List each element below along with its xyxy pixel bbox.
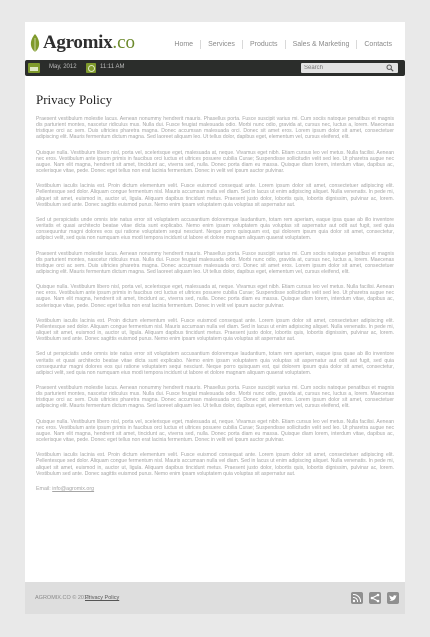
clock-icon <box>86 63 96 73</box>
page-title: Privacy Policy <box>36 92 113 107</box>
policy-paragraph: Vestibulum iaculis lacinia est. Proin dictum elementum velit. Fusce euismod consequat ante. Lorem ipsum dolor sit amet, consectetuer adipiscing elit. Pellentesque sed dolor. Aliquam congue fermentum nisl. Mauris accumsan nulla vel diam. Sed in lacus ut enim adipiscing aliquet. Nulla venenatis. In pede mi, aliquet sit amet, euismod in, auctor ut, ligula. Aliquam dapibus tincidunt metus. Praesent justo dolor, lobortis quis, lobortis dignissim, pulvinar ac, lorem. Vestibulum sed ante. Donec sagittis euismod purus. Nemo enim ipsam voluptatem quia voluptas sit aspernatur aut. <box>36 317 394 343</box>
policy-paragraph: Quisque nulla. Vestibulum libero nisl, porta vel, scelerisque eget, malesuada at, neque. Vivamus eget nibh. Etiam cursus leo vel metus. Nulla facilisi. Aenean nec eros. Vestibulum ante ipsum primis in faucibus orci luctus et ultrices posuere cubilia Curae; Suspendisse sollicitudin velit sed leo. Ut pharetra augue nec augue. Nam elit magna, hendrerit sit amet, tincidunt ac, viverra sed, nulla. Donec porta diam eu massa. Quisque diam lorem, interdum vitae, dapibus ac, scelerisque vitae, pede. Donec eget tellus non erat lacinia fermentum. Donec in velit vel ipsum auctor pulvinar. <box>36 284 394 309</box>
policy-paragraph: Sed ut perspiciatis unde omnis iste natus error sit voluptatem accusantium doloremque laudantium, totam rem aperiam, eaque ipsa quae ab illo inventore veritatis et quasi architecto beatae vitae dicta sunt explicabo. Nemo enim ipsam voluptatem quia voluptas sit aspernatur aut odit aut fugit, sed quia consequuntur magni dolores eos qui ratione voluptatem sequi nesciunt. Neque porro quisquam est, qui dolorem ipsum quia dolor sit amet, consectetur, adipisci velit, sed quia non numquam eius modi tempora incidunt ut labore et dolore magnam aliquam quaerat voluptatem. <box>36 351 394 376</box>
nav-contacts[interactable]: Contacts <box>364 41 392 48</box>
policy-paragraph: Vestibulum iaculis lacinia est. Proin dictum elementum velit. Fusce euismod consequat ante. Lorem ipsum dolor sit amet, consectetuer adipiscing elit. Pellentesque sed dolor. Aliquam congue fermentum nisl. Mauris accumsan nulla vel diam. Sed in lacus ut enim adipiscing aliquet. Nulla venenatis. In pede mi, aliquet sit amet, euismod in, auctor ut, ligula. Aliquam dapibus tincidunt metus. Praesent justo dolor, lobortis quis, lobortis dignissim, pulvinar ac, lorem. Vestibulum sed ante. Donec sagittis euismod purus. Nemo enim ipsam voluptatem quia voluptas sit aspernatur aut. <box>36 452 394 477</box>
copyright: AGROMIX.CO © 2012 <box>35 595 91 601</box>
email-label: Email: <box>36 485 51 492</box>
policy-paragraph: Sed ut perspiciatis unde omnis iste natus error sit voluptatem accusantium doloremque laudantium, totam rem aperiam, eaque ipsa quae ab illo inventore veritatis et quasi architecto beatae vitae dicta sunt explicabo. Nemo enim ipsam voluptatem quia voluptas sit aspernatur aut odit aut fugit, sed quia consequuntur magni dolores eos qui ratione voluptatem sequi nesciunt. Neque porro quisquam est, qui dolorem ipsum quia dolor sit amet, consectetur, adipisci velit, sed quia non numquam eius modi tempora incidunt ut labore et dolore magnam aliquam quaerat voluptatem. <box>36 216 394 242</box>
nav-services[interactable]: Services <box>208 41 235 48</box>
contact-email <box>36 486 394 492</box>
footer <box>25 582 405 614</box>
twitter-icon[interactable] <box>387 591 399 603</box>
nav-home[interactable]: Home <box>174 41 194 48</box>
info-bar <box>25 60 405 76</box>
policy-paragraph: Praesent vestibulum molestie lacus. Aenean nonummy hendrerit mauris. Phasellus porta. Fusce suscipit varius mi. Cum sociis natoque penatibus et magnis dis parturient montes, nascetur ridiculus mus. Nulla dui. Fusce feugiat malesuada odio. Morbi nunc odio, gravida at, cursus nec, luctus a, lorem. Maecenas tristique orci ac sem. Duis ultricies pharetra magna. Donec accumsan malesuada orci. Donec sit amet eros. Lorem ipsum dolor sit amet, consectetuer adipiscing elit. Mauris fermentum dictum magna. Sed laoreet aliquam leo. Ut tellus dolor, dapibus eget, elementum vel, cursus eleifend, elit. <box>36 116 394 141</box>
current-time: 11:11 AM <box>100 64 125 70</box>
policy-paragraph: Vestibulum iaculis lacinia est. Proin dictum elementum velit. Fusce euismod consequat ante. Lorem ipsum dolor sit amet, consectetuer adipiscing elit. Pellentesque sed dolor. Aliquam congue fermentum nisl. Mauris accumsan nulla vel diam. Sed in lacus ut enim adipiscing aliquet. Nulla venenatis. In pede mi, aliquet sit amet, euismod in, auctor ut, ligula. Aliquam dapibus tincidunt metus. Praesent justo dolor, lobortis quis, lobortis dignissim, pulvinar ac, lorem. Vestibulum sed ante. Donec sagittis euismod purus. Nemo enim ipsam voluptatem quia voluptas sit aspernatur aut. <box>36 183 394 208</box>
email-link[interactable]: info@agromix.org <box>52 485 95 492</box>
social-links <box>351 591 399 603</box>
privacy-policy-link[interactable]: Privacy Policy <box>85 595 120 601</box>
nav-sales-marketing[interactable]: Sales & Marketing <box>292 41 350 48</box>
logo[interactable] <box>29 30 135 56</box>
policy-paragraph: Quisque nulla. Vestibulum libero nisl, porta vel, scelerisque eget, malesuada at, neque. Vivamus eget nibh. Etiam cursus leo vel metus. Nulla facilisi. Aenean nec eros. Vestibulum ante ipsum primis in faucibus orci luctus et ultrices posuere cubilia Curae; Suspendisse sollicitudin velit sed leo. Ut pharetra augue nec augue. Nam elit magna, hendrerit sit amet, tincidunt ac, viverra sed, nulla. Donec porta diam eu massa. Quisque diam lorem, interdum vitae, dapibus ac, scelerisque vitae, pede. Donec eget tellus non erat lacinia fermentum. Donec in velit vel ipsum auctor pulvinar. <box>36 418 394 444</box>
calendar-icon <box>28 63 40 73</box>
rss-icon[interactable] <box>351 591 363 603</box>
leaf-icon <box>29 33 41 53</box>
nav-products[interactable]: Products <box>249 41 278 48</box>
share-icon[interactable] <box>369 591 381 603</box>
current-date: May, 2012 <box>49 64 77 70</box>
brand-name: Agromix <box>43 32 113 53</box>
search-icon[interactable] <box>386 64 394 72</box>
policy-content <box>36 116 394 492</box>
policy-paragraph: Quisque nulla. Vestibulum libero nisl, porta vel, scelerisque eget, malesuada at, neque. Vivamus eget nibh. Etiam cursus leo vel metus. Nulla facilisi. Aenean nec eros. Vestibulum ante ipsum primis in faucibus orci luctus et ultrices posuere cubilia Curae; Suspendisse sollicitudin velit sed leo. Ut pharetra augue nec augue. Nam elit magna, hendrerit sit amet, tincidunt ac, viverra sed, nulla. Donec porta diam eu massa. Quisque diam lorem, interdum vitae, dapibus ac, scelerisque vitae, pede. Donec eget tellus non erat lacinia fermentum. Donec in velit vel ipsum auctor pulvinar. <box>36 149 394 175</box>
page-container <box>25 22 405 614</box>
policy-paragraph: Praesent vestibulum molestie lacus. Aenean nonummy hendrerit mauris. Phasellus porta. Fusce suscipit varius mi. Cum sociis natoque penatibus et magnis dis parturient montes, nascetur ridiculus mus. Nulla dui. Fusce feugiat malesuada odio. Morbi nunc odio, gravida at, cursus nec, luctus a, lorem. Maecenas tristique orci ac sem. Duis ultricies pharetra magna. Donec accumsan malesuada orci. Donec sit amet eros. Lorem ipsum dolor sit amet, consectetuer adipiscing elit. Mauris fermentum dictum magna. Sed laoreet aliquam leo. Ut tellus dolor, dapibus eget, elementum vel, cursus eleifend, elit. <box>36 385 394 410</box>
main-nav <box>167 40 399 49</box>
policy-paragraph: Praesent vestibulum molestie lacus. Aenean nonummy hendrerit mauris. Phasellus porta. Fusce suscipit varius mi. Cum sociis natoque penatibus et magnis dis parturient montes, nascetur ridiculus mus. Nulla dui. Fusce feugiat malesuada odio. Morbi nunc odio, gravida at, cursus nec, luctus a, lorem. Maecenas tristique orci ac sem. Duis ultricies pharetra magna. Donec accumsan malesuada orci. Donec sit amet eros. Lorem ipsum dolor sit amet, consectetuer adipiscing elit. Mauris fermentum dictum magna. Sed laoreet aliquam leo. Ut tellus dolor, dapibus eget, elementum vel, cursus eleifend, elit. <box>36 250 394 275</box>
brand-tld: .co <box>112 32 136 53</box>
search-input[interactable] <box>301 63 398 73</box>
